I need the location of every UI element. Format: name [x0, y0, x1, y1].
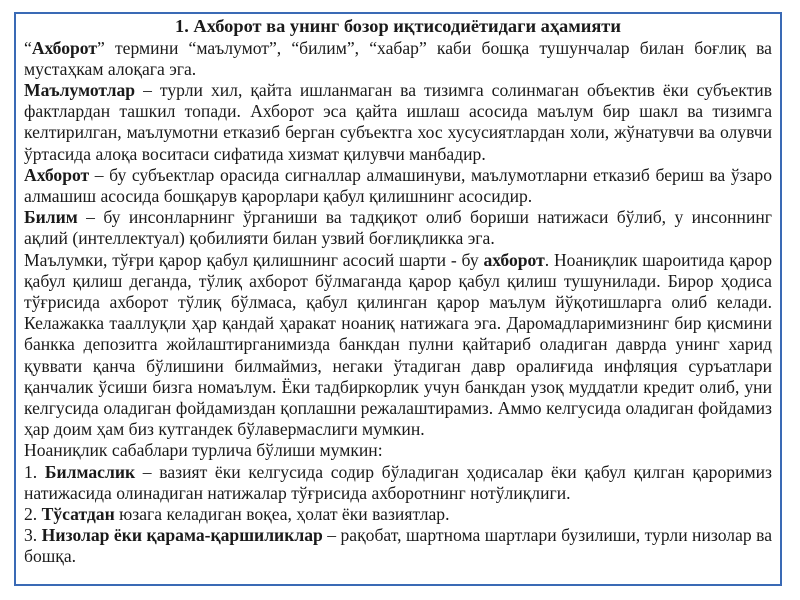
paragraph-knowledge-definition: [24, 207, 772, 249]
term-information-inline: ахборот: [483, 249, 545, 270]
paragraph-uncertainty: [24, 250, 772, 441]
list-item-text: – рақобат, шартнома шартлари бузилиши, турли низолар ва бошқа.: [24, 525, 773, 567]
list-item-term: Билмаслик: [44, 461, 136, 482]
paragraph-information-term: [24, 38, 772, 80]
list-item-term: Низолар ёки қарама-қаршиликлар: [41, 525, 323, 546]
list-item-number: 2.: [24, 503, 42, 524]
term-data: Маълумотлар: [24, 79, 136, 100]
term-information: Ахборот: [24, 164, 90, 185]
paragraph-text: – бу инсонларнинг ўрганиши ва тадқиқот олиб бориши натижаси бўлиб, у инсоннинг ақлий (интеллектуал) қобилияти билан узвий боғлиқликка эга.: [24, 207, 772, 249]
paragraph-data-definition: [24, 80, 772, 165]
paragraph-text: – турли хил, қайта ишланмаган ва тизимга солинмаган объектив ёки субъектив фактлардан ташкил топади. Ахборот эса қайта ишлаш асосида маълум бир шакл ва тизимга келтирилган, маълумотни етказиб берган субъектга хос хусусиятлардан холи, жўнатувчи ва олувчи ўртасида алоқа воситаси сифатида хизмат қилувчи манбадир.: [24, 79, 772, 164]
paragraph-text: ” термини “маълумот”, “билим”, “хабар” каби бошқа тушунчалар билан боғлиқ ва мустаҳкам алоқага эга.: [24, 37, 772, 79]
list-item-term: Тўсатдан: [41, 503, 115, 524]
paragraph-text: Маълумки, тўғри қарор қабул қилишнинг асосий шарти - бу: [24, 249, 484, 270]
term-knowledge: Билим: [24, 207, 78, 228]
list-item-number: 1.: [24, 461, 45, 482]
term-information: Ахборот: [31, 37, 97, 58]
page-title: 1. Ахборот ва унинг бозор иқтисодиётидаги аҳамияти: [175, 16, 621, 36]
paragraph-information-definition: [24, 165, 772, 207]
list-item: [24, 525, 772, 567]
list-item: [24, 462, 772, 504]
document-frame: [14, 12, 782, 586]
list-item-number: 3.: [24, 525, 42, 546]
open-quote: “: [24, 37, 32, 58]
paragraph-text: – бу субъектлар орасида сигналлар алмашинуви, маълумотларни етказиб бериш ва ўзаро алмашиш асосида бошқарув қарорлари қабул қилишнинг асосидир.: [24, 164, 772, 206]
list-item-text: юзага келадиган воқеа, ҳолат ёки вазиятлар.: [114, 503, 450, 524]
list-item-text: – вазият ёки келгусида содир бўладиган ҳодисалар ёки қабул қилган қароримиз натижасида олинадиган натижалар тўғрисида ахборотнинг нотўлиқлиги.: [24, 461, 772, 503]
paragraph-uncertainty-causes-intro: Ноаниқлик сабаблари турлича бўлиши мумкин:: [24, 440, 383, 461]
paragraph-text: . Ноаниқлик шароитида қарор қабул қилиш деганда, тўлиқ ахборот бўлмаганда қарор қабул қилиш тушунилади. Бирор ҳодиса тўғрисида ахборот тўлиқ бўлмаса, қабул қилинган қарор маълум йўқотишларга олиб келади. Келажакка тааллуқли ҳар қандай ҳаракат ноаниқ натижага эга. Даромадларимизнинг бир қисмини банкка депозитга жойлаштирганимизда банкдан пулни қайтариб оладиган даврда унинг харид қуввати қанча бўлишини билмаймиз, негаки ўтадиган давр оралиғида инфляция суръатлари қанчалик ўсиши бизга номаълум. Ёки тадбиркорлик учун банкдан узоқ муддатли кредит олиб, уни келгусида оладиган фойдамиздан қоплашни режалаштирамиз. Аммо келгусида оладиган фойдамиз ҳар доим ҳам биз кутгандек бўлавермаслиги мумкин.: [24, 249, 772, 440]
list-item: [24, 504, 772, 525]
